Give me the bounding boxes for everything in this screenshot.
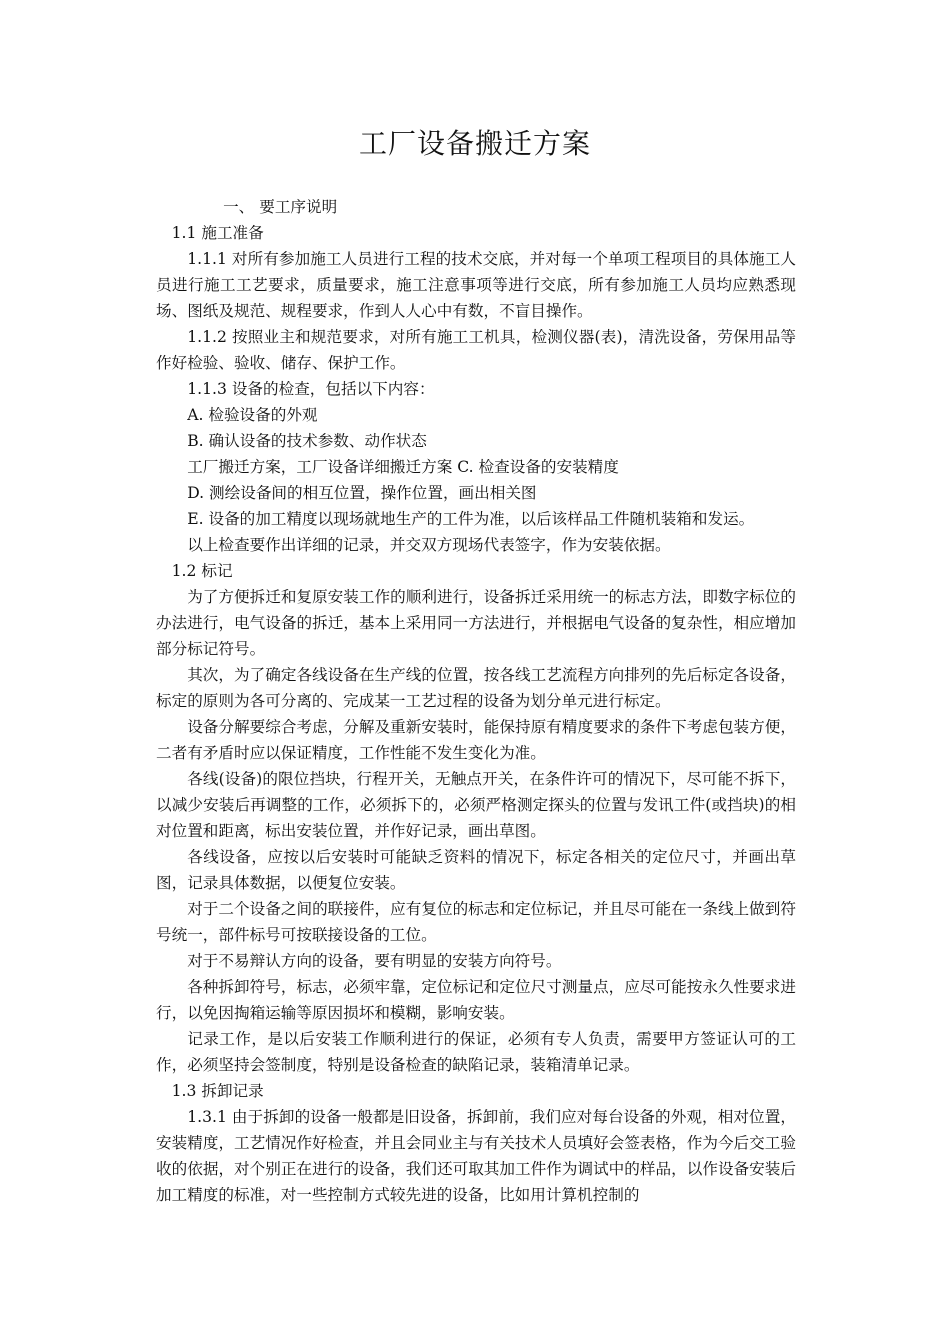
paragraph-marking-2: 其次，为了确定各线设备在生产线的位置，按各线工艺流程方向排列的先后标定各设备，标定的原则为各可分离的、完成某一工艺过程的设备为划分单元进行标定。 xyxy=(156,666,796,710)
section-1-3: 1.3 拆卸记录 xyxy=(171,1082,264,1100)
paragraph-marking-8: 各种拆卸符号，标志，必须牢靠，定位标记和定位尺寸测量点，应尽可能按永久性要求进行，以免因掏箱运输等原因损坏和模糊，影响安装。 xyxy=(156,978,796,1022)
paragraph-marking-3: 设备分解要综合考虑，分解及重新安装时，能保持原有精度要求的条件下考虑包装方便，二者有矛盾时应以保证精度，工作性能不发生变化为准。 xyxy=(156,718,796,762)
paragraph-1-1-2: 1.1.2 按照业主和规范要求，对所有施工工机具，检测仪器(表)，清洗设备，劳保用品等作好检验、验收、储存、保护工作。 xyxy=(156,328,796,372)
list-item-a: A. 检验设备的外观 xyxy=(187,406,318,424)
paragraph-marking-4: 各线(设备)的限位挡块，行程开关，无触点开关，在条件许可的情况下，尽可能不拆下，以减少安装后再调整的工作，必须拆下的，必须严格测定探头的位置与发讯工件(或挡块)的相对位置和距离，标出安装位置，并作好记录，画出草图。 xyxy=(156,770,796,840)
section-1-2: 1.2 标记 xyxy=(171,562,233,580)
paragraph-marking-6: 对于二个设备之间的联接件，应有复位的标志和定位标记，并且尽可能在一条线上做到符号统一，部件标号可按联接设备的工位。 xyxy=(156,900,796,944)
document-title: 工厂设备搬迁方案 xyxy=(358,127,591,160)
list-item-d: D. 测绘设备间的相互位置，操作位置，画出相关图 xyxy=(187,484,537,502)
list-item-c: 工厂搬迁方案，工厂设备详细搬迁方案 C. 检查设备的安装精度 xyxy=(187,458,619,476)
paragraph-check-record: 以上检查要作出详细的记录，并交双方现场代表签字，作为安装依据。 xyxy=(187,536,671,554)
paragraph-marking-5: 各线设备，应按以后安装时可能缺乏资料的情况下，标定各相关的定位尺寸，并画出草图，记录具体数据，以便复位安装。 xyxy=(156,848,796,892)
paragraph-1-1-3: 1.1.3 设备的检查，包括以下内容： xyxy=(187,380,435,398)
list-item-b: B. 确认设备的技术参数、动作状态 xyxy=(187,432,427,450)
paragraph-1-1-1: 1.1.1 对所有参加施工人员进行工程的技术交底，并对每一个单项工程项目的具体施工人员进行施工工艺要求，质量要求，施工注意事项等进行交底，所有参加施工人员均应熟悉现场、图纸及规范、规程要求，作到人人心中有数，不盲目操作。 xyxy=(156,250,796,320)
heading-process: 一、 要工序说明 xyxy=(223,198,338,216)
paragraph-marking-9: 记录工作，是以后安装工作顺利进行的保证，必须有专人负责，需要甲方签证认可的工作，必须坚持会签制度，特别是设备检查的缺陷记录，装箱清单记录。 xyxy=(156,1030,796,1074)
paragraph-1-3-1: 1.3.1 由于拆卸的设备一般都是旧设备，拆卸前，我们应对每台设备的外观，相对位置，安装精度，工艺情况作好检查，并且会同业主与有关技术人员填好会签表格，作为今后交工验收的依据，对个别正在进行的设备，我们还可取其加工件作为调试中的样品，以作设备安装后加工精度的标准，对一些控制方式较先进的设备，比如用计算机控制的 xyxy=(156,1108,796,1204)
list-item-e: E. 设备的加工精度以现场就地生产的工件为准，以后该样品工件随机装箱和发运。 xyxy=(187,510,755,528)
document-body xyxy=(156,194,796,1208)
paragraph-marking-7: 对于不易辩认方向的设备，要有明显的安装方向符号。 xyxy=(187,952,562,970)
section-1-1: 1.1 施工准备 xyxy=(171,224,264,242)
paragraph-marking-1: 为了方便拆迁和复原安装工作的顺利进行，设备拆迁采用统一的标志方法，即数字标位的办法进行，电气设备的拆迁，基本上采用同一方法进行，并根据电气设备的复杂性，相应增加部分标记符号。 xyxy=(156,588,796,658)
